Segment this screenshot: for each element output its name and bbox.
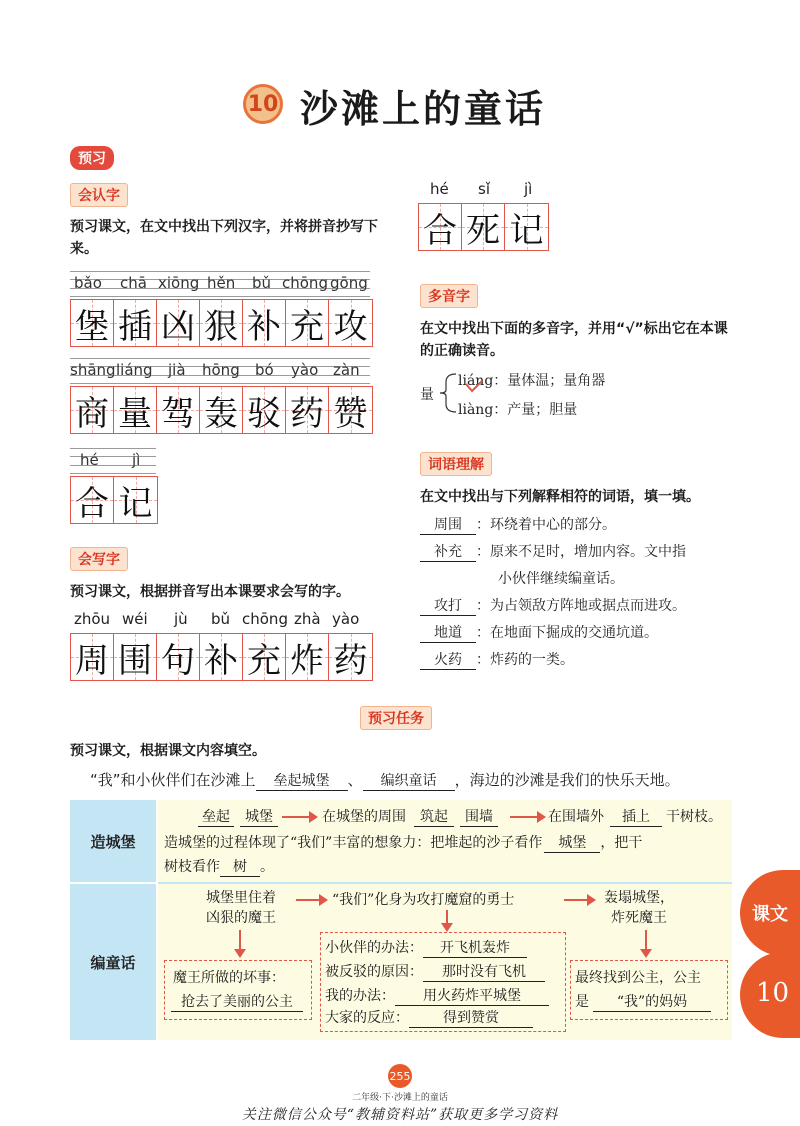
page-title: 沙滩上的童话 <box>300 86 547 131</box>
summary-table <box>70 800 732 1040</box>
vocab-item: 火药 ：炸药的一类。 <box>420 649 750 676</box>
char-cell: 量 <box>114 387 157 433</box>
ending-line-1: 最终找到公主，公主 <box>575 970 701 986</box>
pinyin: zhà <box>294 610 321 628</box>
char-cell: 药 <box>329 634 372 680</box>
pinyin: sǐ <box>478 180 490 198</box>
arrow-down-icon <box>239 930 241 956</box>
ending-line-2: 是 “我”的妈妈 <box>575 991 711 1012</box>
recognize-tag-wrap <box>70 183 128 207</box>
side-tab-text: 课文 <box>752 904 788 925</box>
arrow-icon <box>510 816 544 818</box>
vocab-tag: 词语理解 <box>420 452 492 476</box>
pinyin-row-2 <box>70 358 370 384</box>
pinyin: jì <box>132 451 141 469</box>
char-cell: 补 <box>200 634 243 680</box>
sentence-part: “我”和小伙伴们在沙滩上 <box>90 771 256 789</box>
pinyin: bǔ <box>211 610 231 628</box>
vocab-item: 地道 ：在地面下掘成的交通坑道。 <box>420 622 750 649</box>
vocab-tag-wrap <box>420 452 492 476</box>
char-cell: 堡 <box>71 300 114 346</box>
recognize-instruction: 预习课文，在文中找出下列汉字，并将拼音抄写下来。 <box>70 219 378 257</box>
right-char-grid <box>418 203 549 251</box>
pinyin: bǔ <box>252 274 272 292</box>
char-cell: 轰 <box>200 387 243 433</box>
arrow-icon <box>296 899 326 901</box>
polyphonic-tag-wrap <box>420 284 478 308</box>
reading-2 <box>458 399 577 419</box>
char-cell: 商 <box>71 387 114 433</box>
arrow-icon <box>282 816 316 818</box>
arrow-down-icon <box>446 910 448 930</box>
char-cell: 炸 <box>286 634 329 680</box>
row-head-build: 造城堡 <box>70 800 158 884</box>
brace-icon <box>434 370 460 416</box>
char-cell: 周 <box>71 634 114 680</box>
char-cell: 充 <box>243 634 286 680</box>
write-tag: 会写字 <box>70 547 128 571</box>
write-char-grid <box>70 633 373 681</box>
vocab-list <box>420 514 750 676</box>
pinyin: chā <box>120 274 147 292</box>
pinyin: wéi <box>122 610 148 628</box>
story-box-1: 城堡里住着 凶狠的魔王 <box>206 890 276 926</box>
char-cell: 药 <box>286 387 329 433</box>
method-line: 小伙伴的办法： 开飞机轰炸 <box>325 937 527 958</box>
char-cell: 死 <box>462 204 505 250</box>
pinyin: hé <box>80 451 99 469</box>
reading-2-pinyin: liàng <box>458 402 494 418</box>
write-tag-wrap <box>70 547 128 571</box>
pinyin: hěn <box>207 274 236 292</box>
bad-deeds-fill: 抢去了美丽的公主 <box>171 991 303 1012</box>
reading-2-words: ：产量；胆量 <box>493 402 578 418</box>
build-line-3: 树枝看作 树 。 <box>164 856 274 877</box>
recognize-tag: 会认字 <box>70 183 128 207</box>
polyphonic-char: 量 <box>420 387 434 403</box>
reason-line: 被反驳的原因： 那时没有飞机 <box>325 961 545 982</box>
reading-1-pinyin: liáng <box>458 373 494 389</box>
build-line-2: 造城堡的过程体现了“我们”丰富的想象力：把堆起的沙子看作 城堡 ，把干 <box>164 832 642 853</box>
pinyin: xiōng <box>158 274 200 292</box>
fill-blank: 垒起城堡 <box>256 770 348 791</box>
task-instruction: 预习课文，根据课文内容填空。 <box>70 743 266 759</box>
fill-blank: 编织童话 <box>363 770 455 791</box>
char-grid-row-2 <box>70 386 373 434</box>
row-head-story: 编童话 <box>70 884 158 1040</box>
pinyin: chōng <box>282 274 328 292</box>
task-label-wrap <box>360 706 432 730</box>
reaction-line: 大家的反应： 得到赞赏 <box>325 1007 533 1028</box>
arrow-icon <box>564 899 594 901</box>
reading-1-words: ：量体温；量角器 <box>493 373 606 389</box>
vocab-item: 补充 ：原来不足时，增加内容。文中指 <box>420 541 750 568</box>
write-instruction: 预习课文，根据拼音写出本课要求会写的字。 <box>70 584 350 600</box>
char-cell: 记 <box>505 204 548 250</box>
pinyin: hōng <box>202 361 240 379</box>
pinyin: zàn <box>333 361 360 379</box>
pinyin: bó <box>255 361 274 379</box>
char-cell: 攻 <box>329 300 372 346</box>
side-tab-label <box>740 870 800 956</box>
bad-deeds-box <box>164 960 312 1020</box>
build-step-3: 在围墙外 插上 干树枝。 <box>548 806 722 827</box>
pinyin: bǎo <box>74 274 102 292</box>
vocab-item: 攻打 ：为占领敌方阵地或据点而进攻。 <box>420 595 750 622</box>
methods-box <box>320 932 566 1032</box>
my-method-line: 我的办法： 用火药炸平城堡 <box>325 985 549 1006</box>
vocab-item: 周围 ：环绕着中心的部分。 <box>420 514 750 541</box>
char-cell: 补 <box>243 300 286 346</box>
story-box-3: 轰塌城堡， 炸死魔王 <box>604 890 674 926</box>
pinyin: liáng <box>116 361 153 379</box>
char-cell: 驾 <box>157 387 200 433</box>
footer-caption: 二年级·下·沙滩上的童话 <box>352 1093 448 1103</box>
lesson-number-badge: 10 <box>243 84 283 124</box>
right-pinyin-row <box>422 180 552 202</box>
arrow-down-icon <box>645 930 647 956</box>
pinyin-row-3 <box>70 448 156 474</box>
ending-box <box>570 960 728 1020</box>
pinyin: jià <box>168 361 186 379</box>
vocab-item-cont: 小伙伴继续编童话。 <box>498 571 624 587</box>
char-cell: 记 <box>114 477 157 523</box>
preview-label <box>70 146 114 170</box>
char-cell: 赞 <box>329 387 372 433</box>
pinyin: jù <box>174 610 188 628</box>
pinyin: shāng <box>70 361 116 379</box>
char-cell: 狠 <box>200 300 243 346</box>
char-cell: 合 <box>71 477 114 523</box>
pinyin: jì <box>524 180 533 198</box>
char-cell: 充 <box>286 300 329 346</box>
side-tab-number <box>740 952 800 1038</box>
sentence-part: 、 <box>347 771 363 789</box>
polyphonic-tag: 多音字 <box>420 284 478 308</box>
pinyin: hé <box>430 180 449 198</box>
char-cell: 插 <box>114 300 157 346</box>
char-cell: 句 <box>157 634 200 680</box>
char-cell: 围 <box>114 634 157 680</box>
pinyin: zhōu <box>74 610 111 628</box>
bad-deeds-label: 魔王所做的坏事： <box>173 970 285 986</box>
story-box-2: “我们”化身为攻打魔窟的勇士 <box>332 892 515 908</box>
preview-pill: 预习 <box>70 146 114 170</box>
build-step-1: 垒起 城堡 <box>198 806 278 827</box>
side-tab-num-text: 10 <box>756 978 790 1008</box>
char-grid-row-1 <box>70 299 373 347</box>
task-sentence <box>90 769 680 791</box>
build-step-2: 在城堡的周围 筑起 围墙 <box>322 806 498 827</box>
write-pinyin-row <box>70 610 370 632</box>
page-number: 255 <box>388 1064 412 1088</box>
char-grid-row-3 <box>70 476 158 524</box>
sentence-part: ，海边的沙滩是我们的快乐天地。 <box>454 771 680 789</box>
char-cell: 凶 <box>157 300 200 346</box>
char-cell: 合 <box>419 204 462 250</box>
task-label: 预习任务 <box>360 706 432 730</box>
pinyin: chōng <box>242 610 288 628</box>
pinyin: yào <box>291 361 319 379</box>
footer-note: 关注微信公众号“教辅资料站”获取更多学习资料 <box>241 1107 559 1123</box>
pinyin-row-1 <box>70 271 370 297</box>
char-cell: 驳 <box>243 387 286 433</box>
pinyin: yào <box>332 610 360 628</box>
vocab-instruction: 在文中找出与下列解释相符的词语，填一填。 <box>420 489 700 505</box>
check-icon <box>464 380 484 394</box>
polyphonic-instruction: 在文中找出下面的多音字，并用“√”标出它在本课的正确读音。 <box>420 321 728 359</box>
pinyin: gōng <box>330 274 368 292</box>
